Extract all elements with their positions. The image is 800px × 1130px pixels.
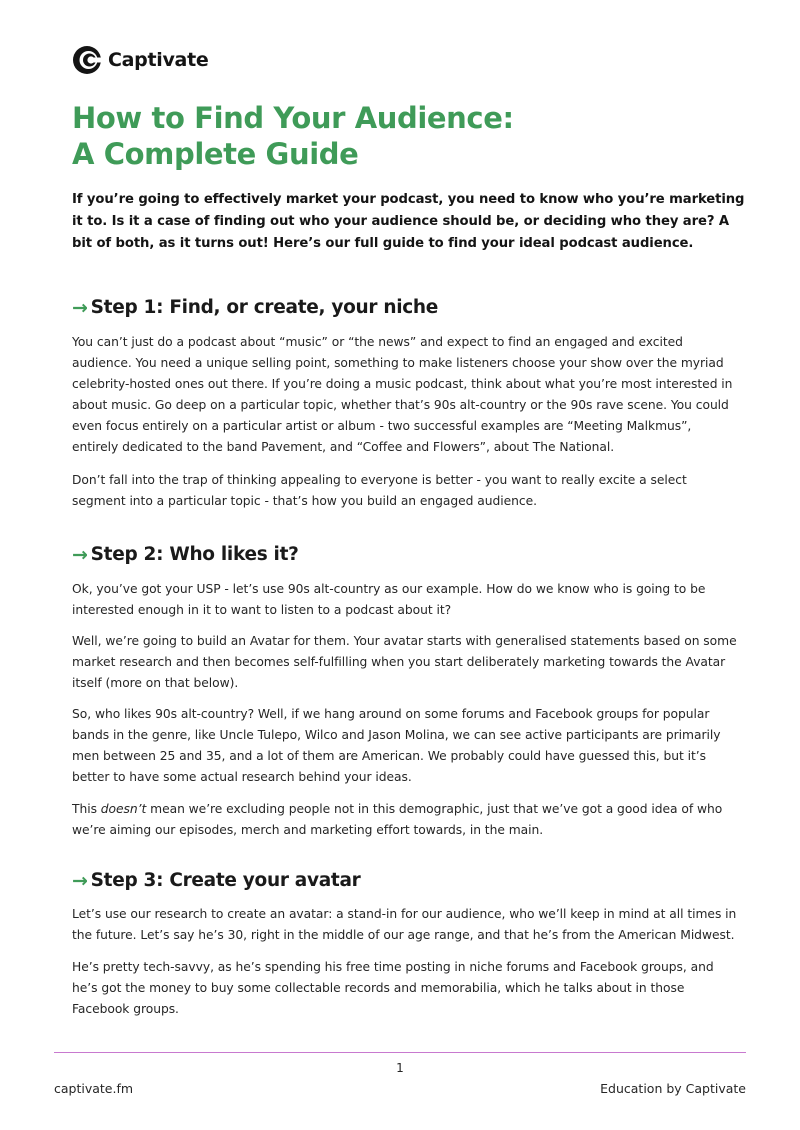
brand-logo (72, 45, 208, 75)
step-3-paragraph-2: He’s pretty tech-savvy, as he’s spending his free time posting in niche forums and Facebook groups, and he’s got the money to buy some collectable records and memorabilia, which he talks about in those Facebook groups. (72, 960, 714, 1016)
footer-website: captivate.fm (54, 1081, 134, 1096)
step-3-heading (72, 868, 360, 894)
step-2-paragraph-3: So, who likes 90s alt-country? Well, if we hang around on some forums and Facebook groups for popular bands in the genre, like Uncle Tulepo, Wilco and Jason Molina, we can see active participants are primarily men between 25 and 35, and a lot of them are American. We probably could have guessed this, but it’s better to have some actual research behind your ideas. (72, 707, 721, 784)
step-3-paragraph-1: Let’s use our research to create an avatar: a stand-in for our audience, who we’ll keep in mind at all times in the future. Let’s say he’s 30, right in the middle of our age range, and that he’s from the American Midwest. (72, 907, 737, 942)
page-title (72, 100, 732, 172)
step-2-paragraph-4 (72, 799, 740, 841)
step-1-paragraph-1: You can’t just do a podcast about “music” or “the news” and expect to find an engaged and excited audience. You need a unique selling point, something to make listeners choose your show over the myriad celebrity-hosted ones out there. If you’re doing a music podcast, think about what you’re most interested in about music. Go deep on a particular topic, whether that’s 90s alt-country or the 90s rave scene. You could even focus entirely on a particular artist or album - two successful examples are “Meeting Malkmus”, entirely dedicated to the band Pavement, and “Coffee and Flowers”, about The National. (72, 335, 733, 454)
step-1-heading-text: Step 1: Find, or create, your niche (90, 297, 439, 318)
title-line-1: How to Find Your Audience: (72, 101, 514, 135)
step-1-heading (72, 295, 438, 321)
arrow-right-icon: → (72, 544, 88, 566)
intro-paragraph: If you’re going to effectively market your podcast, you need to know who you’re marketing it to. Is it a case of finding out who your audience should be, or deciding who they are? A bit of both, as it turns out! Here’s our full guide to find your ideal podcast audience. (72, 192, 745, 251)
brand-name: Captivate (108, 49, 209, 71)
arrow-right-icon: → (72, 297, 88, 319)
footer-divider (54, 1052, 746, 1053)
paragraph-prefix: This (72, 802, 101, 816)
step-2-paragraph-1: Ok, you’ve got your USP - let’s use 90s alt-country as our example. How do we know who is going to be interested enough in it to want to listen to a podcast about it? (72, 582, 706, 617)
arrow-right-icon: → (72, 870, 88, 892)
page-number: 1 (396, 1061, 404, 1075)
footer-credit: Education by Captivate (600, 1081, 746, 1096)
step-2-heading-text: Step 2: Who likes it? (90, 544, 299, 565)
step-3-heading-text: Step 3: Create your avatar (90, 870, 361, 891)
step-1-paragraph-2: Don’t fall into the trap of thinking appealing to everyone is better - you want to really excite a select segment into a particular topic - that’s how you build an engaged audience. (72, 473, 687, 508)
paragraph-suffix: mean we’re excluding people not in this demographic, just that we’ve got a good idea of who we’re aiming our episodes, merch and marketing effort towards, in the main. (72, 802, 723, 837)
emphasis-text: doesn’t (100, 802, 147, 816)
title-line-2: A Complete Guide (72, 137, 359, 171)
captivate-logo-icon (72, 45, 102, 75)
step-2-paragraph-2: Well, we’re going to build an Avatar for them. Your avatar starts with generalised statements based on some market research and then becomes self-fulfilling when you start deliberately marketing towards the Avatar itself (more on that below). (72, 634, 737, 690)
step-2-heading (72, 542, 299, 568)
